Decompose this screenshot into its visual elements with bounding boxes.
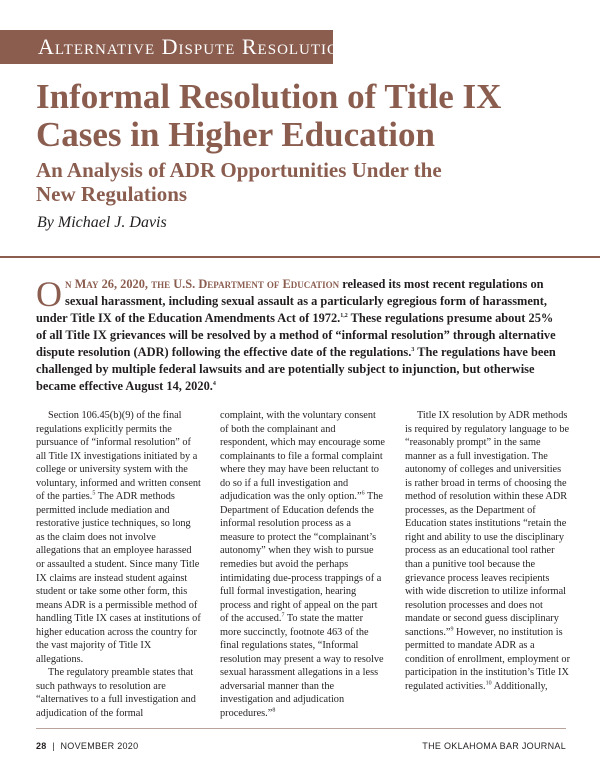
section-label: Alternative Dispute Resolution	[38, 34, 351, 59]
footnote-ref: 3	[411, 346, 415, 353]
drop-cap: O	[36, 274, 62, 314]
issue-date: NOVEMBER 2020	[60, 741, 139, 751]
body-paragraph	[405, 409, 570, 693]
body-column-2	[220, 409, 385, 721]
footnote-ref: 4	[212, 380, 216, 387]
footnote-ref: 1,2	[340, 312, 348, 319]
footer-divider	[36, 728, 566, 729]
section-banner	[0, 30, 351, 64]
byline: By Michael J. Davis	[37, 214, 167, 231]
body-text: Title IX resolution by ADR methods is required by regulatory language to be “reasonably prompt” in the same manner as a full investigation. The autonomy of colleges and universities is rather broad in terms of choosing the method of resolution within these ADR processes, as the Department of Education states institutions “retain the right and ability to use the disciplinary process as an educational tool rather than a punitive tool because the grievance process leaves recipients with wide discretion to utilize informal resolution processes and does not mandate or second guess disciplinary sanctions.”	[405, 410, 570, 638]
body-column-1	[36, 409, 201, 721]
body-text: However, no institution is permitted to mandate ADR as a condition of enrollment, employment or participation in the institution’s Title IX regulated activities.	[405, 626, 571, 692]
footer-separator: |	[52, 741, 55, 751]
publication-name: THE OKLAHOMA BAR JOURNAL	[422, 741, 566, 751]
intro-text-3: The regulations have been challenged by multiple federal lawsuits and are potentially subject to injunction, but otherwise became effective August 14, 2020.	[36, 345, 556, 393]
header-divider	[0, 256, 600, 258]
footnote-ref: 10	[485, 680, 492, 687]
body-text: Additionally,	[491, 680, 548, 692]
footnote-ref: 9	[450, 626, 454, 633]
body-column-3	[405, 409, 570, 693]
body-paragraph	[36, 409, 201, 666]
intro-lead: n May 26, 2020, the U.S. Department of Education	[65, 277, 340, 291]
footnote-ref: 5	[92, 490, 96, 497]
intro-text-2: These regulations presume about 25% of all Title IX grievances will be resolved by a method of “informal resolution” through alternative dispute resolution (ADR) following the effective date of the regulations.	[36, 311, 556, 359]
footnote-ref: 8	[272, 707, 276, 714]
article-title: Informal Resolution of Title IX Cases in Higher Education	[36, 77, 502, 154]
body-text: complaint, with the voluntary consent of both the complainant and respondent, which may encourage some complainants to file a formal complaint where they may have been reluctant to do so if a full investigation and adjudication was the only option.”	[220, 410, 385, 503]
body-text: Section 106.45(b)(9) of the final regulations explicitly permits the pursuance of “informal resolution” of all Title IX investigations initiated by a college or university system with the voluntary, informed and written consent of the parties.	[36, 410, 201, 503]
body-paragraph	[220, 409, 385, 721]
body-text: To state the matter more succinctly, footnote 463 of the final regulations states, “Informal resolution may present a way to resolve sexual harassment allegations in a less adversarial manner than the investigation and adjudication procedures.”	[220, 613, 384, 720]
footnote-ref: 6	[361, 490, 365, 497]
intro-text: released its most recent regulations on sexual harassment, including sexual assault as a particularly egregious form of harassment, under Title IX of the Education Amendments Act of 1972.	[36, 277, 547, 325]
intro-paragraph	[36, 276, 566, 395]
footer-page-info	[36, 741, 138, 751]
article-subtitle: An Analysis of ADR Opportunities Under the New Regulations	[36, 158, 442, 206]
footnote-ref: 7	[281, 612, 285, 619]
body-text: The ADR methods permitted include mediation and restorative justice techniques, so long as the claim does not involve allegations that an employee harassed or assaulted a student. Since many Title IX claims are instead student against student or take some other form, this means ADR is a permissible method of handling Title IX cases at institutions of higher education across the country for the vast majority of Title IX allegations.	[36, 491, 201, 665]
body-paragraph	[36, 666, 201, 720]
body-text: The regulatory preamble states that such pathways to resolution are “alternatives to a full investigation and adjudication of the formal	[36, 667, 196, 720]
page-number: 28	[36, 741, 47, 751]
body-text: The Department of Education defends the informal resolution process as a measure to protect the “complainant’s autonomy” when they wish to pursue remedies but avoid the perhaps intimidating due-process trappings of a full formal investigation, hearing process and right of appeal on the part of the accused.	[220, 491, 383, 625]
